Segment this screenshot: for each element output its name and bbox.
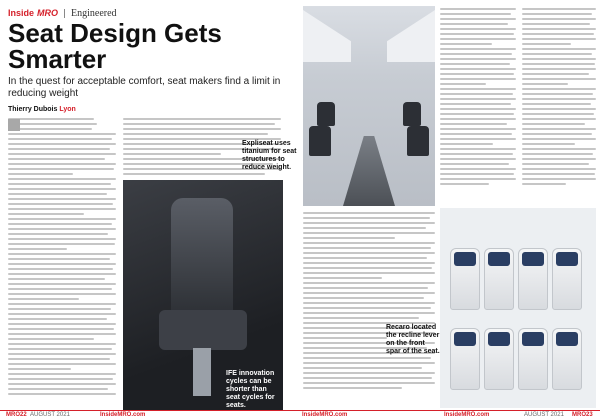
section-label: Engineered	[71, 7, 117, 19]
left-page-number: MRO22	[6, 412, 27, 418]
right-site-url: InsideMRO.com	[444, 412, 490, 418]
article-subhead: In the quest for acceptable comfort, seat makers find a limit in reducing weight	[8, 76, 281, 99]
cabin-seat	[317, 102, 335, 126]
seat-rows-photo	[440, 208, 596, 408]
article-headline: Seat Design Gets Smarter	[8, 18, 222, 74]
brand-inside: Inside	[8, 8, 35, 18]
seat-leg	[193, 348, 211, 396]
seat-pan	[159, 310, 247, 350]
brand-mro: MRO	[37, 8, 59, 18]
overhead-bin-left	[303, 10, 351, 62]
cabin-interior-photo	[303, 6, 435, 206]
aisle-floor	[343, 136, 395, 206]
economy-seat	[518, 328, 548, 390]
economy-seat	[484, 248, 514, 310]
cabin-seat	[407, 126, 429, 156]
economy-seat	[552, 248, 582, 310]
left-issue-date: AUGUST 2021	[30, 412, 70, 418]
page-footer	[0, 410, 600, 420]
rows-photo-caption: Recaro located the recline lever on the front spar of the seat.	[386, 324, 440, 355]
cabin-seat	[309, 126, 331, 156]
masthead-divider	[64, 9, 65, 18]
byline-name: Thierry Dubois	[8, 106, 58, 113]
right-issue-date: AUGUST 2021	[524, 412, 564, 418]
economy-seat	[450, 328, 480, 390]
left-site-url: InsideMRO.com	[100, 412, 146, 418]
body-column-5	[522, 8, 596, 188]
cabin-photo-caption: IFE innovation cycles can be shorter than seat cycles for seats.	[226, 370, 275, 409]
byline	[8, 106, 76, 113]
right-page-number: MRO23	[572, 412, 593, 418]
body-column-3	[303, 212, 435, 392]
center-site-url: InsideMRO.com	[302, 412, 348, 418]
economy-seat	[518, 248, 548, 310]
seat-photo-caption: Expliseat uses titanium for seat structures to reduce weight.	[242, 140, 297, 171]
drop-cap	[8, 119, 20, 131]
cabin-seat	[403, 102, 421, 126]
economy-seat	[552, 328, 582, 390]
body-column-1	[8, 118, 116, 398]
economy-seat	[450, 248, 480, 310]
byline-employer: Lyon	[59, 106, 76, 113]
economy-seat	[484, 328, 514, 390]
body-column-4	[440, 8, 516, 188]
overhead-bin-right	[387, 10, 435, 62]
seat-back	[171, 198, 233, 318]
